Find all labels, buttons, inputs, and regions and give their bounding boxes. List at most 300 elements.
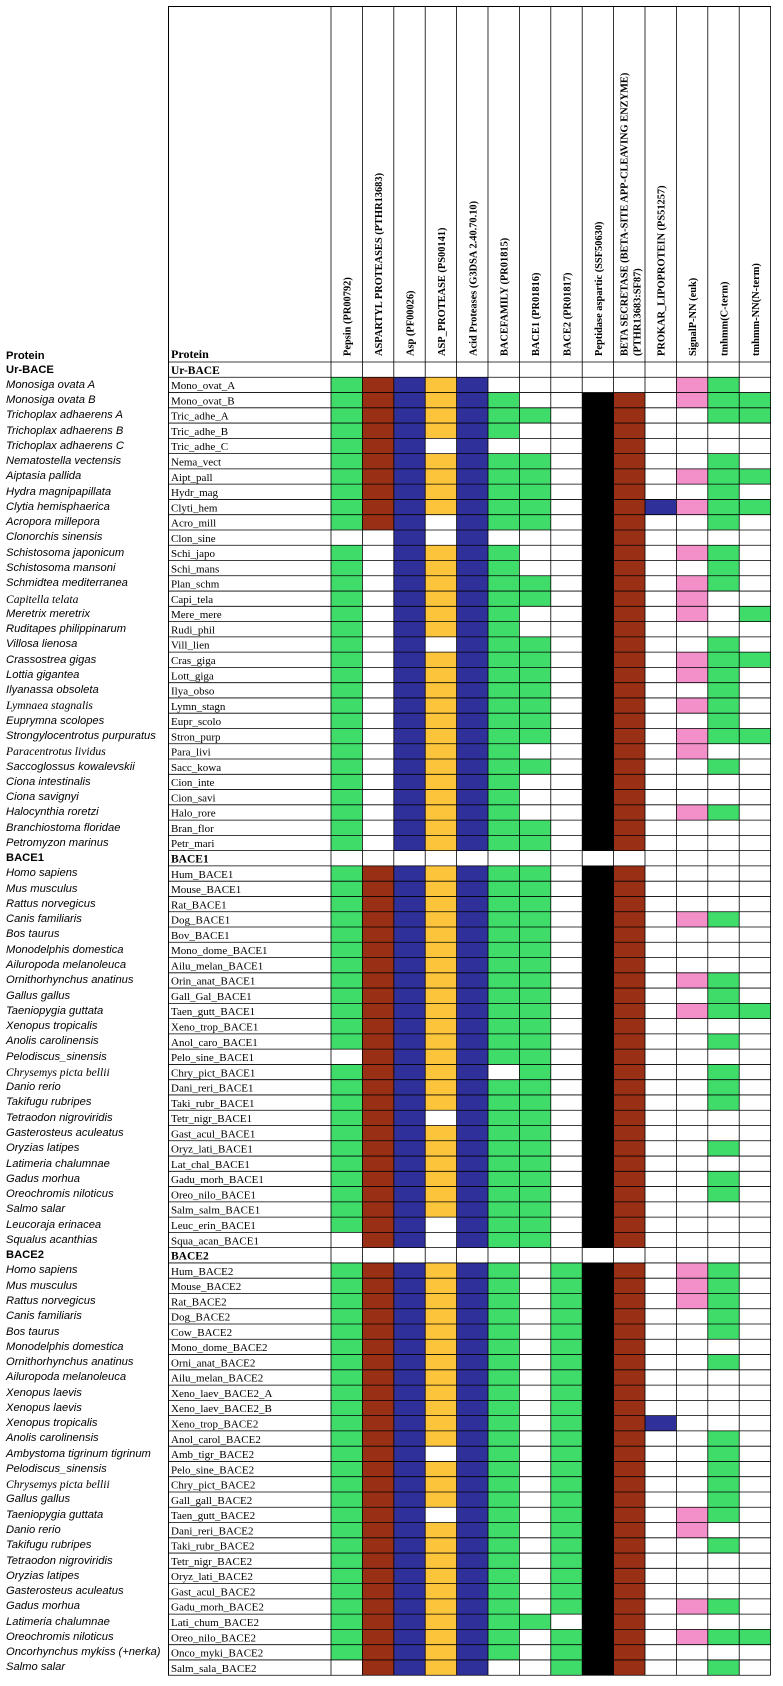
annotation-cell (331, 881, 362, 896)
annotation-cell (519, 698, 550, 713)
annotation-cell (362, 1507, 393, 1522)
annotation-cell (614, 1095, 645, 1110)
annotation-cell (582, 759, 613, 774)
annotation-cell (551, 942, 582, 957)
annotation-cell (488, 1553, 519, 1568)
annotation-cell (614, 530, 645, 545)
annotation-cell (362, 927, 393, 942)
annotation-cell (331, 1095, 362, 1110)
annotation-cell (708, 1446, 739, 1461)
annotation-cell (551, 1049, 582, 1064)
annotation-cell (739, 988, 770, 1003)
annotation-cell (425, 1034, 456, 1049)
annotation-cell (551, 1431, 582, 1446)
annotation-cell (394, 622, 425, 637)
annotation-cell (708, 1385, 739, 1400)
annotation-cell (739, 805, 770, 820)
annotation-cell (362, 454, 393, 469)
annotation-cell (708, 1507, 739, 1522)
annotation-cell (582, 790, 613, 805)
annotation-cell (739, 1049, 770, 1064)
annotation-cell (708, 515, 739, 530)
species-name: Euprymna scolopes (6, 714, 105, 727)
annotation-cell (394, 896, 425, 911)
annotation-cell (457, 866, 488, 881)
annotation-cell (519, 1309, 550, 1324)
annotation-cell (457, 698, 488, 713)
annotation-cell (457, 1217, 488, 1232)
annotation-cell (394, 1477, 425, 1492)
annotation-cell (551, 881, 582, 896)
annotation-cell (551, 1309, 582, 1324)
annotation-cell (362, 1019, 393, 1034)
annotation-cell (582, 1461, 613, 1476)
annotation-cell (739, 1355, 770, 1370)
annotation-cell (551, 362, 582, 377)
annotation-cell (457, 408, 488, 423)
annotation-cell (488, 805, 519, 820)
protein-code: Mere_mere (171, 609, 222, 622)
annotation-cell (331, 1629, 362, 1644)
annotation-cell (582, 591, 613, 606)
annotation-cell (488, 1324, 519, 1339)
annotation-cell (331, 851, 362, 866)
annotation-cell (488, 1126, 519, 1141)
annotation-cell (488, 393, 519, 408)
annotation-cell (519, 683, 550, 698)
annotation-cell (362, 652, 393, 667)
annotation-cell (394, 1339, 425, 1354)
annotation-cell (614, 1629, 645, 1644)
annotation-cell (614, 1400, 645, 1415)
annotation-cell (394, 805, 425, 820)
annotation-cell (676, 1599, 707, 1614)
annotation-cell (394, 1645, 425, 1660)
annotation-cell (582, 1171, 613, 1186)
annotation-cell (551, 1187, 582, 1202)
annotation-cell (582, 896, 613, 911)
annotation-cell (708, 805, 739, 820)
annotation-cell (362, 1660, 393, 1675)
protein-code: Anol_carol_BACE2 (171, 1433, 261, 1446)
annotation-cell (645, 576, 676, 591)
annotation-cell (582, 805, 613, 820)
annotation-cell (708, 545, 739, 560)
annotation-cell (645, 1141, 676, 1156)
annotation-cell (582, 1293, 613, 1308)
annotation-cell (425, 820, 456, 835)
annotation-cell (362, 637, 393, 652)
annotation-cell (614, 1660, 645, 1675)
annotation-cell (645, 652, 676, 667)
annotation-cell (614, 683, 645, 698)
annotation-cell (739, 1003, 770, 1018)
annotation-cell (614, 896, 645, 911)
annotation-cell (739, 1324, 770, 1339)
species-name: Pelodiscus_sinensis (6, 1462, 107, 1475)
annotation-cell (331, 1049, 362, 1064)
species-name: Oncorhynchus mykiss (+nerka) (6, 1646, 161, 1659)
annotation-cell (488, 958, 519, 973)
annotation-cell (457, 1400, 488, 1415)
annotation-cell (582, 362, 613, 377)
annotation-cell (676, 1141, 707, 1156)
species-name: Tetraodon nigroviridis (6, 1111, 113, 1124)
annotation-cell (676, 1553, 707, 1568)
annotation-cell (739, 851, 770, 866)
annotation-cell (676, 469, 707, 484)
annotation-cell (457, 1034, 488, 1049)
species-name: Meretrix meretrix (6, 607, 90, 620)
annotation-cell (739, 591, 770, 606)
annotation-cell (614, 515, 645, 530)
annotation-cell (519, 1568, 550, 1583)
annotation-cell (394, 1507, 425, 1522)
annotation-cell (645, 469, 676, 484)
annotation-cell (488, 1019, 519, 1034)
annotation-cell (614, 499, 645, 514)
protein-code: Stron_purp (171, 731, 221, 744)
protein-code: Rat_BACE1 (171, 899, 227, 912)
annotation-cell (457, 530, 488, 545)
protein-code: Schi_japo (171, 548, 215, 561)
column-header: BACEFAMILY (PR01815) (499, 237, 511, 356)
annotation-cell (394, 759, 425, 774)
section-code: BACE1 (171, 853, 209, 866)
annotation-cell (425, 881, 456, 896)
annotation-cell (645, 1171, 676, 1186)
annotation-cell (582, 1187, 613, 1202)
section-heading: Ur-BACE (6, 363, 54, 376)
annotation-cell (614, 1645, 645, 1660)
annotation-cell (519, 958, 550, 973)
annotation-cell (551, 1339, 582, 1354)
annotation-cell (362, 866, 393, 881)
species-name: Chrysemys picta bellii (6, 1065, 110, 1079)
protein-code: Hydr_mag (171, 487, 219, 500)
protein-code: Cion_savi (171, 792, 216, 805)
annotation-cell (708, 1629, 739, 1644)
annotation-cell (676, 1339, 707, 1354)
annotation-cell (425, 851, 456, 866)
species-name: Latimeria chalumnae (6, 1615, 110, 1628)
annotation-cell (582, 988, 613, 1003)
column-header: PROKAR_LIPOPROTEIN (PS51257) (656, 185, 668, 356)
annotation-cell (457, 1293, 488, 1308)
species-name: Trichoplax adhaerens B (6, 424, 124, 437)
column-header: SignalP-NN (euk) (688, 277, 700, 356)
annotation-cell (519, 469, 550, 484)
annotation-cell (676, 942, 707, 957)
annotation-cell (331, 942, 362, 957)
annotation-cell (394, 698, 425, 713)
annotation-cell (739, 454, 770, 469)
protein-code: Halo_rore (171, 807, 216, 820)
annotation-cell (551, 1003, 582, 1018)
annotation-cell (457, 1263, 488, 1278)
annotation-cell (551, 530, 582, 545)
annotation-cell (519, 1538, 550, 1553)
annotation-cell (582, 835, 613, 850)
annotation-cell (362, 1095, 393, 1110)
annotation-cell (645, 1095, 676, 1110)
annotation-cell (676, 698, 707, 713)
protein-code: Oryz_lati_BACE2 (171, 1571, 253, 1584)
annotation-cell (488, 423, 519, 438)
annotation-cell (394, 1202, 425, 1217)
annotation-cell (425, 469, 456, 484)
annotation-cell (708, 1599, 739, 1614)
annotation-cell (331, 606, 362, 621)
annotation-cell (425, 988, 456, 1003)
column-header: BACE2 (PR01817) (562, 272, 574, 356)
annotation-cell (582, 1309, 613, 1324)
annotation-cell (551, 1095, 582, 1110)
annotation-cell (645, 1553, 676, 1568)
annotation-cell (519, 774, 550, 789)
annotation-cell (645, 927, 676, 942)
annotation-cell (582, 1645, 613, 1660)
annotation-cell (457, 1568, 488, 1583)
annotation-cell (614, 774, 645, 789)
protein-code: Gall_gall_BACE2 (171, 1494, 253, 1507)
annotation-cell (708, 484, 739, 499)
annotation-cell (614, 1156, 645, 1171)
annotation-cell (708, 1416, 739, 1431)
annotation-cell (488, 454, 519, 469)
section-code: Ur-BACE (171, 364, 220, 377)
annotation-cell (425, 1248, 456, 1263)
annotation-cell (676, 499, 707, 514)
annotation-cell (394, 438, 425, 453)
annotation-cell (425, 1187, 456, 1202)
annotation-cell (551, 1523, 582, 1538)
protein-code: Leuc_erin_BACE1 (171, 1219, 256, 1232)
annotation-cell (331, 1553, 362, 1568)
annotation-cell (551, 637, 582, 652)
annotation-cell (488, 820, 519, 835)
annotation-cell (551, 1538, 582, 1553)
annotation-cell (519, 561, 550, 576)
annotation-cell (394, 1614, 425, 1629)
annotation-cell (551, 728, 582, 743)
protein-code: Gast_acul_BACE2 (171, 1586, 256, 1599)
annotation-cell (362, 1217, 393, 1232)
annotation-cell (457, 1248, 488, 1263)
annotation-cell (645, 683, 676, 698)
annotation-cell (551, 912, 582, 927)
annotation-cell (488, 499, 519, 514)
annotation-cell (362, 1400, 393, 1415)
annotation-cell (645, 1614, 676, 1629)
annotation-cell (394, 408, 425, 423)
annotation-cell (457, 1523, 488, 1538)
protein-code: Dog_BACE1 (171, 914, 231, 927)
section-heading: BACE1 (6, 852, 44, 865)
annotation-cell (614, 1446, 645, 1461)
species-name: Xenopus tropicalis (6, 1417, 98, 1430)
annotation-cell (739, 1019, 770, 1034)
annotation-cell (708, 1049, 739, 1064)
annotation-cell (519, 1553, 550, 1568)
annotation-cell (614, 1370, 645, 1385)
annotation-cell (708, 530, 739, 545)
annotation-cell (739, 1523, 770, 1538)
annotation-cell (457, 912, 488, 927)
annotation-cell (645, 637, 676, 652)
annotation-cell (582, 1110, 613, 1125)
annotation-cell (519, 1064, 550, 1079)
annotation-cell (362, 1339, 393, 1354)
annotation-cell (614, 1110, 645, 1125)
annotation-cell (645, 1049, 676, 1064)
annotation-cell (362, 1034, 393, 1049)
species-name: Monosiga ovata B (6, 394, 96, 407)
annotation-cell (362, 1171, 393, 1186)
annotation-cell (582, 1156, 613, 1171)
annotation-cell (425, 958, 456, 973)
annotation-cell (551, 1599, 582, 1614)
annotation-cell (519, 881, 550, 896)
annotation-cell (708, 1263, 739, 1278)
annotation-cell (551, 851, 582, 866)
annotation-cell (676, 1171, 707, 1186)
annotation-cell (488, 1187, 519, 1202)
annotation-cell (457, 499, 488, 514)
annotation-cell (394, 606, 425, 621)
annotation-cell (708, 1293, 739, 1308)
species-name: Gallus gallus (6, 1493, 71, 1506)
annotation-cell (614, 1248, 645, 1263)
annotation-cell (676, 912, 707, 927)
annotation-cell (425, 1171, 456, 1186)
annotation-cell (551, 683, 582, 698)
annotation-cell (645, 1385, 676, 1400)
annotation-cell (331, 713, 362, 728)
species-name: Oryzias latipes (6, 1569, 80, 1582)
annotation-cell (331, 1202, 362, 1217)
species-name: Mus musculus (6, 882, 78, 895)
annotation-cell (551, 1080, 582, 1095)
annotation-cell (551, 515, 582, 530)
annotation-cell (739, 362, 770, 377)
annotation-cell (331, 1507, 362, 1522)
annotation-cell (676, 728, 707, 743)
annotation-cell (331, 1614, 362, 1629)
species-name: Rattus norvegicus (6, 1294, 96, 1307)
annotation-cell (614, 438, 645, 453)
annotation-cell (739, 1126, 770, 1141)
annotation-cell (614, 1126, 645, 1141)
annotation-cell (551, 1507, 582, 1522)
annotation-cell (708, 958, 739, 973)
annotation-cell (676, 652, 707, 667)
annotation-cell (362, 1278, 393, 1293)
annotation-cell (425, 759, 456, 774)
annotation-cell (457, 713, 488, 728)
annotation-cell (362, 423, 393, 438)
annotation-cell (739, 1278, 770, 1293)
annotation-cell (362, 1431, 393, 1446)
annotation-cell (519, 484, 550, 499)
annotation-cell (739, 1232, 770, 1247)
annotation-cell (551, 1416, 582, 1431)
annotation-cell (457, 774, 488, 789)
annotation-cell (425, 1431, 456, 1446)
protein-code: Gall_Gal_BACE1 (171, 990, 252, 1003)
section-heading: BACE2 (6, 1249, 44, 1262)
annotation-cell (739, 1568, 770, 1583)
annotation-cell (551, 1110, 582, 1125)
annotation-cell (519, 423, 550, 438)
annotation-cell (519, 1187, 550, 1202)
annotation-cell (582, 1003, 613, 1018)
annotation-cell (519, 744, 550, 759)
annotation-cell (708, 698, 739, 713)
annotation-cell (519, 1034, 550, 1049)
annotation-cell (331, 576, 362, 591)
annotation-cell (739, 1492, 770, 1507)
annotation-cell (708, 881, 739, 896)
protein-code: Lymn_stagn (171, 700, 226, 713)
annotation-cell (614, 469, 645, 484)
protein-code: Gadu_morh_BACE2 (171, 1601, 264, 1614)
annotation-cell (519, 408, 550, 423)
annotation-cell (582, 1660, 613, 1675)
annotation-table (168, 6, 780, 1681)
annotation-cell (362, 1523, 393, 1538)
annotation-cell (488, 408, 519, 423)
annotation-cell (457, 637, 488, 652)
annotation-cell (708, 866, 739, 881)
annotation-cell (331, 1278, 362, 1293)
species-name: Paracentrotus lividus (6, 745, 106, 759)
annotation-cell (425, 576, 456, 591)
annotation-cell (708, 1064, 739, 1079)
annotation-cell (362, 1446, 393, 1461)
annotation-cell (708, 1477, 739, 1492)
annotation-cell (645, 1080, 676, 1095)
annotation-cell (362, 881, 393, 896)
annotation-cell (708, 1645, 739, 1660)
annotation-cell (425, 1278, 456, 1293)
protein-code: Cion_inte (171, 777, 215, 790)
annotation-cell (425, 499, 456, 514)
annotation-cell (488, 1232, 519, 1247)
annotation-cell (645, 438, 676, 453)
annotation-cell (519, 1477, 550, 1492)
protein-code: Cras_giga (171, 655, 216, 667)
annotation-cell (425, 1126, 456, 1141)
annotation-cell (331, 408, 362, 423)
annotation-cell (488, 774, 519, 789)
annotation-cell (331, 1003, 362, 1018)
annotation-cell (708, 790, 739, 805)
annotation-cell (362, 377, 393, 392)
species-name: Salmo salar (6, 1661, 66, 1674)
annotation-cell (425, 1385, 456, 1400)
annotation-cell (362, 561, 393, 576)
annotation-cell (394, 1599, 425, 1614)
annotation-cell (739, 774, 770, 789)
species-name: Canis familiaris (6, 1310, 82, 1323)
annotation-cell (331, 1324, 362, 1339)
annotation-cell (645, 1309, 676, 1324)
annotation-cell (394, 576, 425, 591)
species-name: Monodelphis domestica (6, 943, 124, 956)
annotation-cell (362, 393, 393, 408)
annotation-cell (488, 1523, 519, 1538)
